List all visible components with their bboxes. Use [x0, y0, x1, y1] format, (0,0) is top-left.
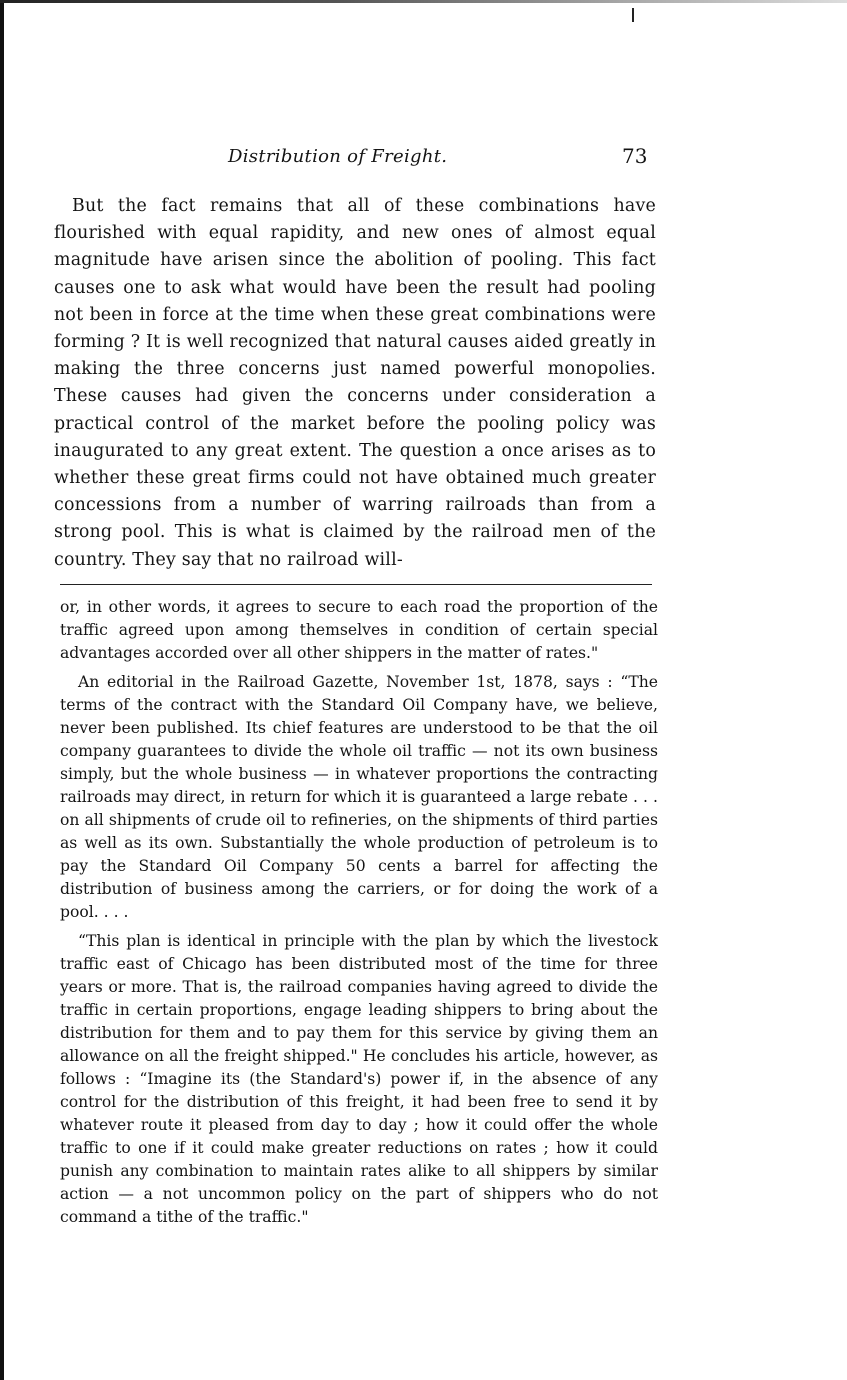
footnote-plan-quote: “This plan is identical in principle with the plan by which the livestock traffic east of Chicago has been distributed most of the time for three years or more. That is, the railroad companies having agreed to divide the traffic in certain proportions, engage leading shippers to bring about the distribution for them and to pay them for this service by giving them an allowance on all the freight shipped." He concludes his article, however, as follows : “Imagine its (the Standard's) power if, in the absence of any control for the distribution of this freight, it had been free to send it by whatever route it pleased from day to day ; how it could offer the whole traffic to one if it could make greater reductions on rates ; how it could punish any combination to maintain rates alike to all shippers by similar action — a not uncommon policy on the part of shippers who do not command a tithe of the traffic.": [60, 932, 658, 1226]
running-head: [0, 146, 847, 176]
page-top-edge: [0, 0, 847, 3]
footnote-continuation: or, in other words, it agrees to secure to each road the proportion of the traffic agreed upon among themselves in condition of certain special advantages accorded over all other shippers in the matter of rates.": [60, 598, 658, 662]
footnote-editorial: An editorial in the Railroad Gazette, November 1st, 1878, says : “The terms of the contract with the Standard Oil Company have, we believe, never been published. Its chief features are understood to be that the oil company guarantees to divide the whole oil traffic — not its own business simply, but the whole business — in whatever proportions the contracting railroads may direct, in return for which it is guaranteed a large rebate . . . on all shipments of crude oil to refineries, on the shipments of third parties as well as its own. Substantially the whole production of petroleum is to pay the Standard Oil Company 50 cents a barrel for affecting the distribution of business among the carriers, or for doing the work of a pool. . . .: [60, 673, 658, 921]
page-number: 73: [622, 144, 648, 168]
scan-mark: [632, 8, 634, 22]
footnote-divider: [60, 584, 652, 585]
page-edge-shadow: [0, 0, 4, 1380]
footnotes: [60, 596, 658, 1235]
main-paragraph: But the fact remains that all of these combinations have flourished with equal rapidity, and new ones of almost equal magnitude have arisen since the abolition of pooling. This fact causes one to ask what would have been the result had pooling not been in force at the time when these great combinations were forming ? It is well recognized that natural causes aided greatly in making the three concerns just named powerful monopolies. These causes had given the concerns under consideration a practical control of the market before the pooling policy was inaugurated to any great extent. The question a once arises as to whether these great firms could not have obtained much greater concessions from a number of warring railroads than from a strong pool. This is what is claimed by the railroad men of the country. They say that no railroad will-: [54, 196, 657, 570]
running-title: Distribution of Freight.: [228, 146, 448, 167]
